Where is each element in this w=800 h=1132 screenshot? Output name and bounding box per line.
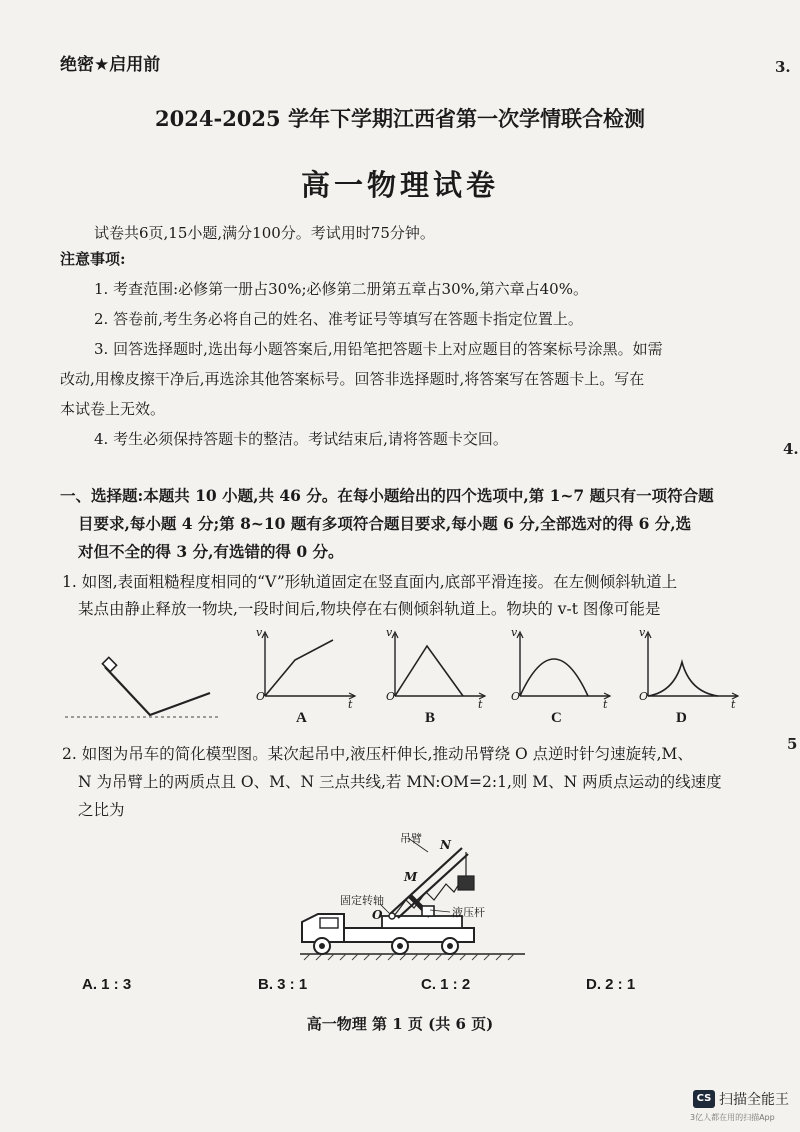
section-1-line-1: 一、选择题:本题共 10 小题,共 46 分。在每小题给出的四个选项中,第 1~7 题只有一项符合题	[60, 486, 714, 505]
notes-heading: 注意事项:	[60, 250, 126, 268]
section-1-line-3: 对但不全的得 3 分,有选错的得 0 分。	[78, 542, 344, 561]
q2-option-d: D. 2 : 1	[586, 976, 636, 993]
subject-title: 高一物理试卷	[300, 168, 499, 202]
graph-d-label: D	[676, 710, 687, 726]
v-track-figure	[60, 655, 220, 720]
graph-d	[638, 628, 743, 703]
page-footer: 高一物理 第 1 页 (共 6 页)	[306, 1015, 494, 1033]
graph-a-origin: O	[256, 690, 266, 703]
note-1: 1. 考查范围:必修第一册占30%;必修第二册第五章占30%,第六章占40%。	[94, 280, 588, 298]
note-3-line-1: 3. 回答选择题时,选出每小题答案后,用铅笔把答题卡上对应题目的答案标号涂黑。如需	[94, 340, 663, 358]
camscanner-logo-icon: CS	[693, 1090, 715, 1108]
q1-line-1: 1. 如图,表面粗糙程度相同的“V”形轨道固定在竖直面内,底部平滑连接。在左侧倾斜轨道上	[62, 573, 678, 591]
graph-b	[385, 628, 490, 703]
graph-c-label: C	[551, 710, 562, 726]
q2-option-a: A. 1 : 3	[82, 976, 132, 993]
note-2: 2. 答卷前,考生务必将自己的姓名、准考证号等填写在答题卡指定位置上。	[94, 310, 583, 328]
note-3-line-2: 改动,用橡皮擦干净后,再选涂其他答案标号。回答非选择题时,将答案写在答题卡上。写在	[60, 370, 645, 388]
q2-line-2: N 为吊臂上的两质点且 O、M、N 三点共线,若 MN:OM=2:1,则 M、N 两质点运动的线速度	[78, 773, 722, 791]
graph-c-axis-v: v	[511, 626, 518, 639]
label-o: O	[372, 908, 383, 922]
q2-line-3: 之比为	[78, 801, 125, 819]
crane-figure	[290, 830, 530, 965]
graph-c-axis-t: t	[603, 698, 608, 711]
camscanner-tagline: 3亿人都在用的扫描App	[690, 1113, 775, 1122]
margin-mark-mid: 4.	[783, 440, 799, 458]
q2-option-c: C. 1 : 2	[421, 976, 471, 993]
q1-line-2: 某点由静止释放一物块,一段时间后,物块停在右侧倾斜轨道上。物块的 v-t 图像可能是	[78, 600, 661, 618]
graph-b-axis-t: t	[478, 698, 483, 711]
graph-a-axis-v: v	[256, 626, 263, 639]
graph-b-origin: O	[386, 690, 396, 703]
graph-d-axis-t: t	[731, 698, 736, 711]
graph-a-axis-t: t	[348, 698, 353, 711]
note-3-line-3: 本试卷上无效。	[60, 400, 166, 418]
graph-c-origin: O	[511, 690, 521, 703]
camscanner-name: 扫描全能王	[719, 1092, 789, 1108]
label-m: M	[404, 870, 418, 884]
secret-mark: 绝密★启用前	[60, 55, 161, 75]
graph-a	[255, 628, 360, 703]
exam-intro: 试卷共6页,15小题,满分100分。考试用时75分钟。	[94, 224, 435, 242]
q2-option-b: B. 3 : 1	[258, 976, 308, 993]
label-arm: 吊臂	[400, 832, 422, 845]
graph-d-axis-v: v	[639, 626, 646, 639]
note-4: 4. 考生必须保持答题卡的整洁。考试结束后,请将答题卡交回。	[94, 430, 508, 448]
label-fixed-axis: 固定转轴	[340, 894, 384, 907]
q2-line-1: 2. 如图为吊车的简化模型图。某次起吊中,液压杆伸长,推动吊臂绕 O 点逆时针匀速旋转,M、	[62, 745, 693, 763]
graph-a-label: A	[296, 710, 307, 726]
graph-d-origin: O	[639, 690, 649, 703]
margin-mark-top: 3.	[775, 58, 791, 76]
label-hydraulic-cylinder: 液压杆	[452, 906, 485, 919]
section-1-line-2: 目要求,每小题 4 分;第 8~10 题有多项符合题目要求,每小题 6 分,全部选对的得 6 分,选	[78, 514, 692, 533]
margin-mark-low: 5	[787, 735, 798, 753]
label-n: N	[440, 838, 451, 852]
graph-b-axis-v: v	[386, 626, 393, 639]
graph-c	[510, 628, 615, 703]
block-shape	[102, 657, 116, 671]
exam-title: 2024-2025 学年下学期江西省第一次学情联合检测	[155, 106, 645, 131]
graph-b-label: B	[425, 710, 436, 726]
